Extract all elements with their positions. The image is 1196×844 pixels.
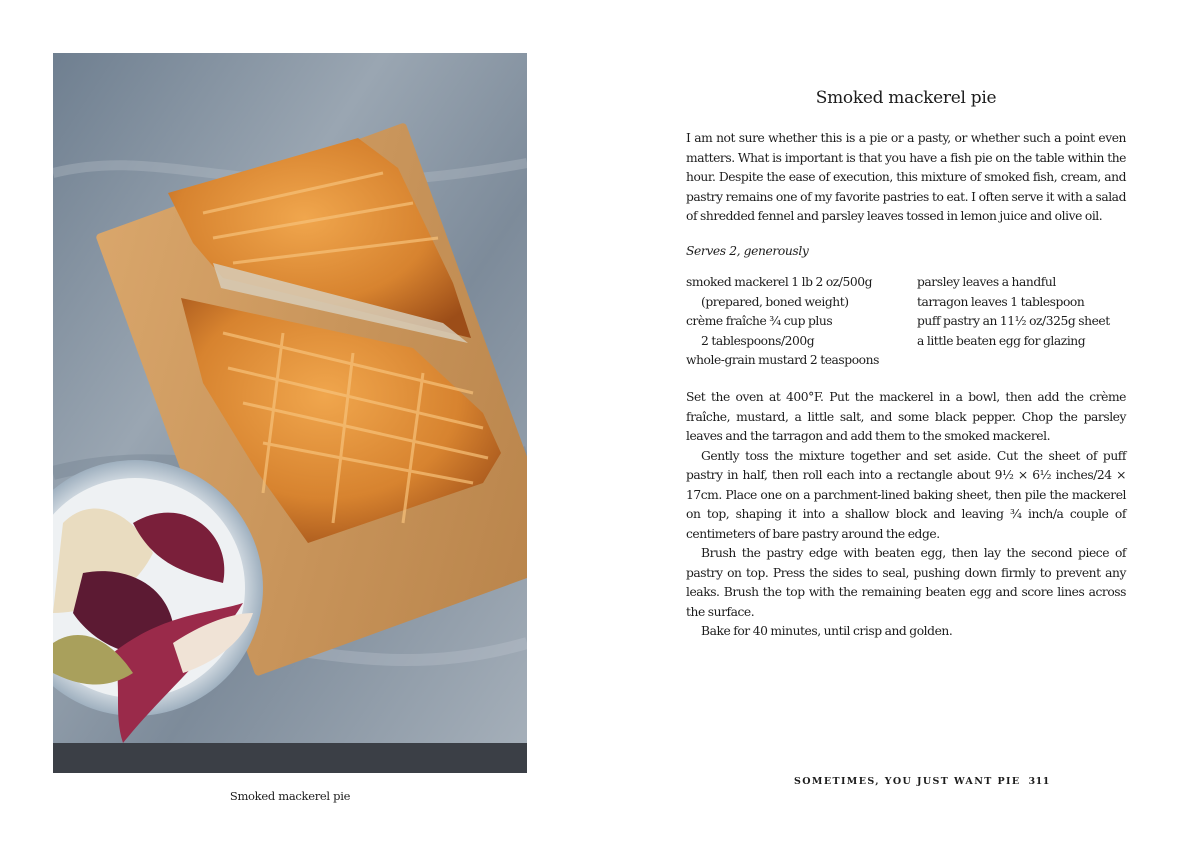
method <box>686 388 1126 642</box>
ingredient-item: parsley leaves a handful <box>917 275 1056 289</box>
page-footer <box>794 776 1050 787</box>
method-step: Bake for 40 minutes, until crisp and golden. <box>701 624 953 638</box>
ingredient-item: 2 tablespoons/200g <box>701 333 815 348</box>
recipe-title: Smoked mackerel pie <box>815 88 997 108</box>
ingredient-item: puff pastry an 11½ oz/325g sheet <box>917 314 1110 328</box>
ingredient-item: a little beaten egg for glazing <box>917 333 1086 348</box>
ingredient-item: crème fraîche ¾ cup plus <box>686 314 833 328</box>
ingredient-item: (prepared, boned weight) <box>701 294 849 309</box>
method-step: Gently toss the mixture together and set aside. Cut the sheet of puff pastry in half, then roll each into a rectangle about 9½ × 6½ inches/24 × 17cm. Place one on a parchment-lined baking sheet, then pile the mackerel on top, shaping it into a shallow block and leaving ¾ inch/a couple of centimeters of bare pastry around the edge. <box>686 448 1126 541</box>
recipe-photo <box>53 53 527 773</box>
ingredient-item: tarragon leaves 1 tablespoon <box>917 294 1085 309</box>
ingredients-right <box>917 273 1132 351</box>
recipe-intro: I am not sure whether this is a pie or a pasty, or whether such a point even matters. What is important is that you have a fish pie on the table within the hour. Despite the ease of execution, this mixture of smoked fish, cream, and pastry remains one of my favorite pastries to eat. I often serve it with a salad of shredded fennel and parsley leaves tossed in lemon juice and olive oil. <box>686 131 1126 223</box>
food-photo-icon <box>53 53 527 773</box>
ingredients-left <box>686 273 906 371</box>
photo-caption: Smoked mackerel pie <box>229 789 351 803</box>
ingredient-item: whole-grain mustard 2 teaspoons <box>686 353 879 367</box>
method-step: Set the oven at 400°F. Put the mackerel in a bowl, then add the crème fraîche, mustard, a little salt, and some black pepper. Chop the parsley leaves and the tarragon and add them to the smoked mackerel. <box>686 390 1126 443</box>
page-number: 311 <box>1028 776 1050 787</box>
running-head: SOMETIMES, YOU JUST WANT PIE <box>794 776 1021 787</box>
ingredient-item: smoked mackerel 1 lb 2 oz/500g <box>686 275 873 289</box>
method-step: Brush the pastry edge with beaten egg, then lay the second piece of pastry on top. Press the sides to seal, pushing down firmly to prevent any leaks. Brush the top with the remaining beaten egg and score lines across the surface. <box>686 546 1126 619</box>
serves-line: Serves 2, generously <box>686 244 809 258</box>
